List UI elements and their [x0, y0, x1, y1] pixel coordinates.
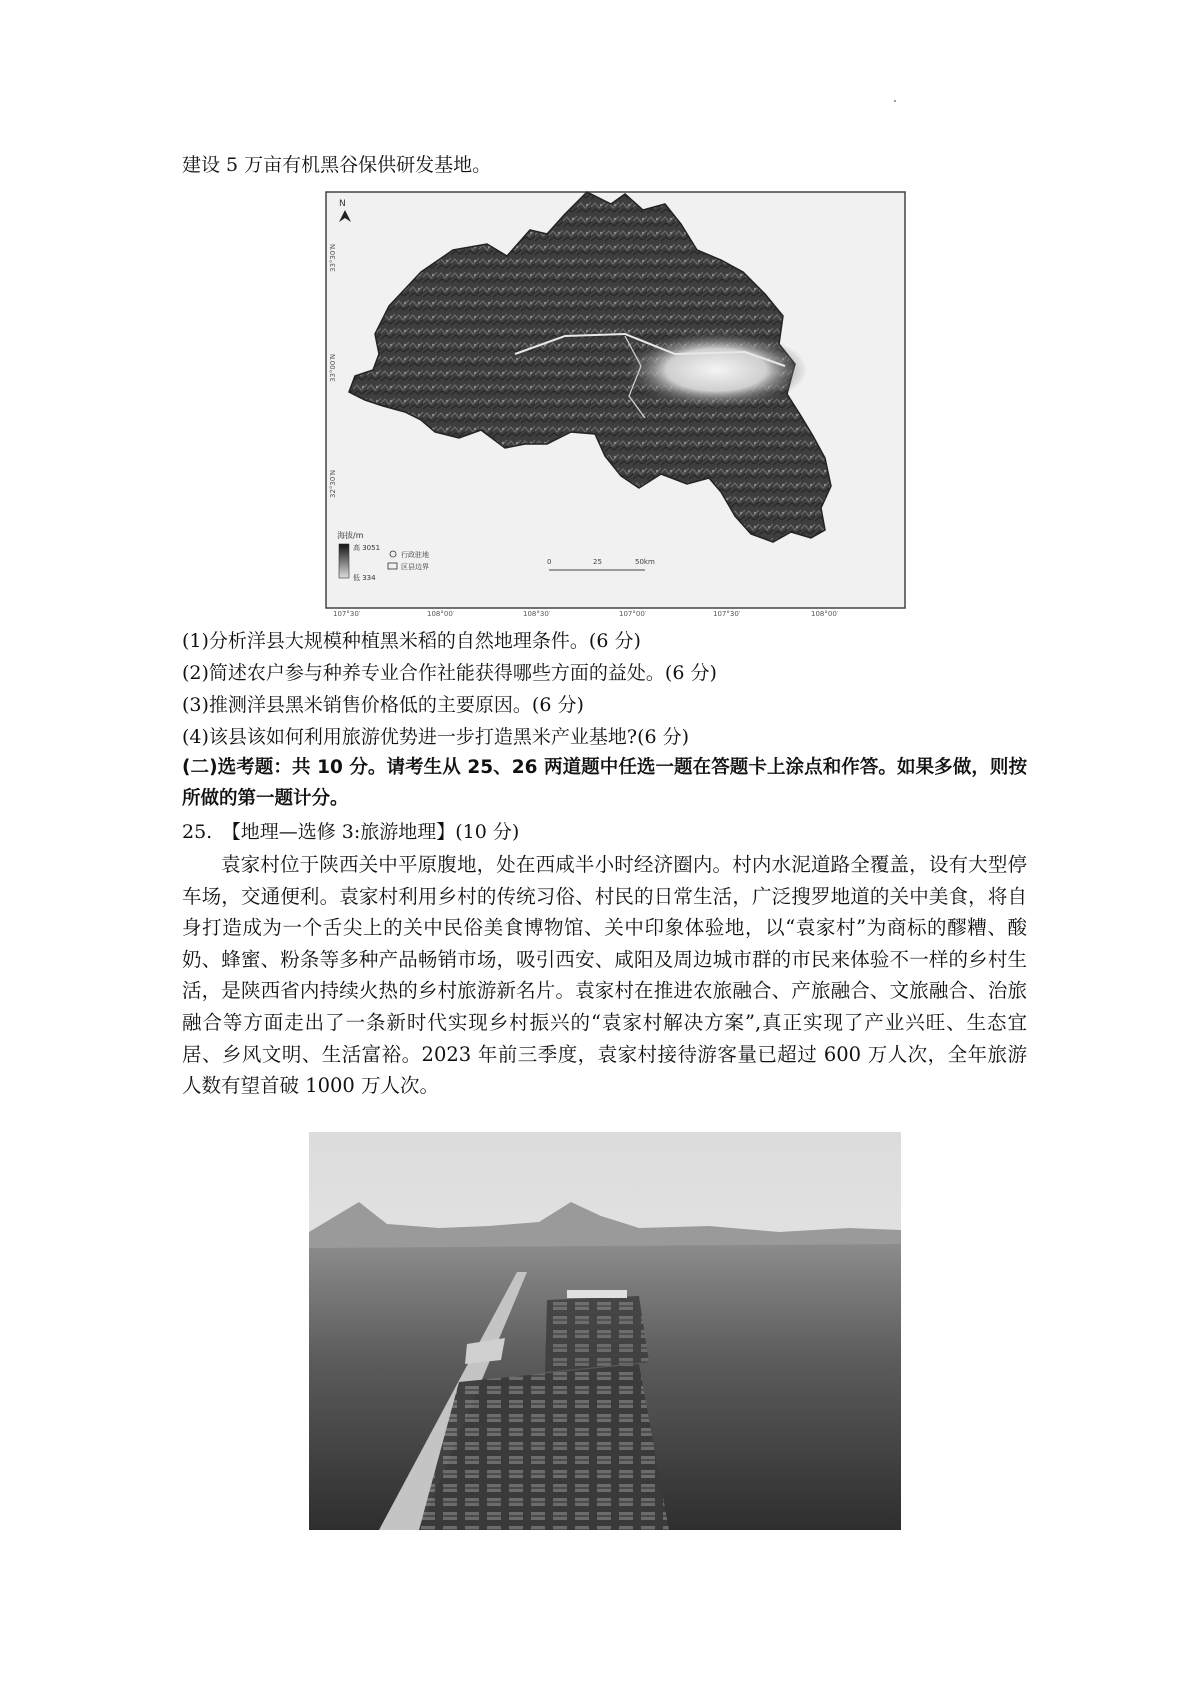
village-rooftops	[545, 1296, 649, 1372]
lat-label: 33°00′N	[329, 353, 337, 382]
intro-line: 建设 5 万亩有机黑谷保供研发基地。	[182, 154, 492, 176]
question-4: (4)该县该如何利用旅游优势进一步打造黑米产业基地?(6 分)	[182, 726, 690, 748]
question-3: (3)推测洋县黑米销售价格低的主要原因。(6 分)	[182, 694, 584, 716]
lon-label: 107°00′	[619, 610, 647, 618]
elevation-map	[325, 186, 907, 618]
lon-label: 108°00′	[811, 610, 839, 618]
question-1: (1)分析洋县大规模种植黑米稻的自然地理条件。(6 分)	[182, 630, 641, 652]
legend-title: 海拔/m	[337, 531, 364, 540]
scale-label: 0	[547, 558, 552, 566]
q25-passage: 袁家村位于陕西关中平原腹地，处在西咸半小时经济圈内。村内水泥道路全覆盖，设有大型停车场，交通便利。袁家村利用乡村的传统习俗、村民的日常生活，广泛搜罗地道的关中美食，将自身打造成为一个舌尖上的关中民俗美食博物馆、关中印象体验地，以“袁家村”为商标的醪糟、酸奶、蜂蜜、粉条等多种产品畅销市场，吸引西安、咸阳及周边城市群的市民来体验不一样的乡村生活，是陕西省内持续火热的乡村旅游新名片。袁家村在推进农旅融合、产旅融合、文旅融合、治旅融合等方面走出了一条新时代实现乡村振兴的“袁家村解决方案”,真正实现了产业兴旺、生态宜居、乡风文明、生活富裕。2023 年前三季度，袁家村接待游客量已超过 600 万人次，全年旅游人数有望首破 1000 万人次。	[182, 853, 1027, 1098]
lon-label: 107°30′	[713, 610, 741, 618]
question-2: (2)简述农户参与种养专业合作社能获得哪些方面的益处。(6 分)	[182, 662, 717, 684]
yuanjia-village-aerial-photo	[309, 1132, 901, 1530]
legend-low: 低 334	[353, 574, 376, 582]
legend-boundary: 区县边界	[401, 563, 429, 571]
white-building	[567, 1290, 627, 1298]
elevation-legend-bar	[339, 544, 349, 578]
lon-label: 108°00′	[427, 610, 455, 618]
lon-label: 107°30′	[333, 610, 361, 618]
legend-high: 高 3051	[353, 544, 381, 552]
yuanjia-village-photo-figure	[309, 1132, 901, 1530]
scan-speck	[894, 100, 896, 102]
lat-label: 33°30′N	[329, 243, 337, 272]
q25-title: 25. 【地理—选修 3:旅游地理】(10 分)	[182, 821, 520, 843]
legend-admin: 行政驻地	[401, 551, 429, 559]
north-label: N	[339, 199, 346, 209]
scale-label: 50km	[635, 558, 655, 566]
scale-label: 25	[593, 558, 602, 566]
elective-section-heading: (二)选考题：共 10 分。请考生从 25、26 两道题中任选一题在答题卡上涂点和作答。如果多做，则按所做的第一题计分。	[182, 757, 1027, 809]
lon-label: 108°30′	[523, 610, 551, 618]
lat-label: 32°30′N	[329, 469, 337, 498]
q25-passage-block	[182, 849, 1027, 1102]
hanzhong-basin-lowland	[555, 317, 815, 427]
elevation-map-figure	[325, 186, 907, 618]
